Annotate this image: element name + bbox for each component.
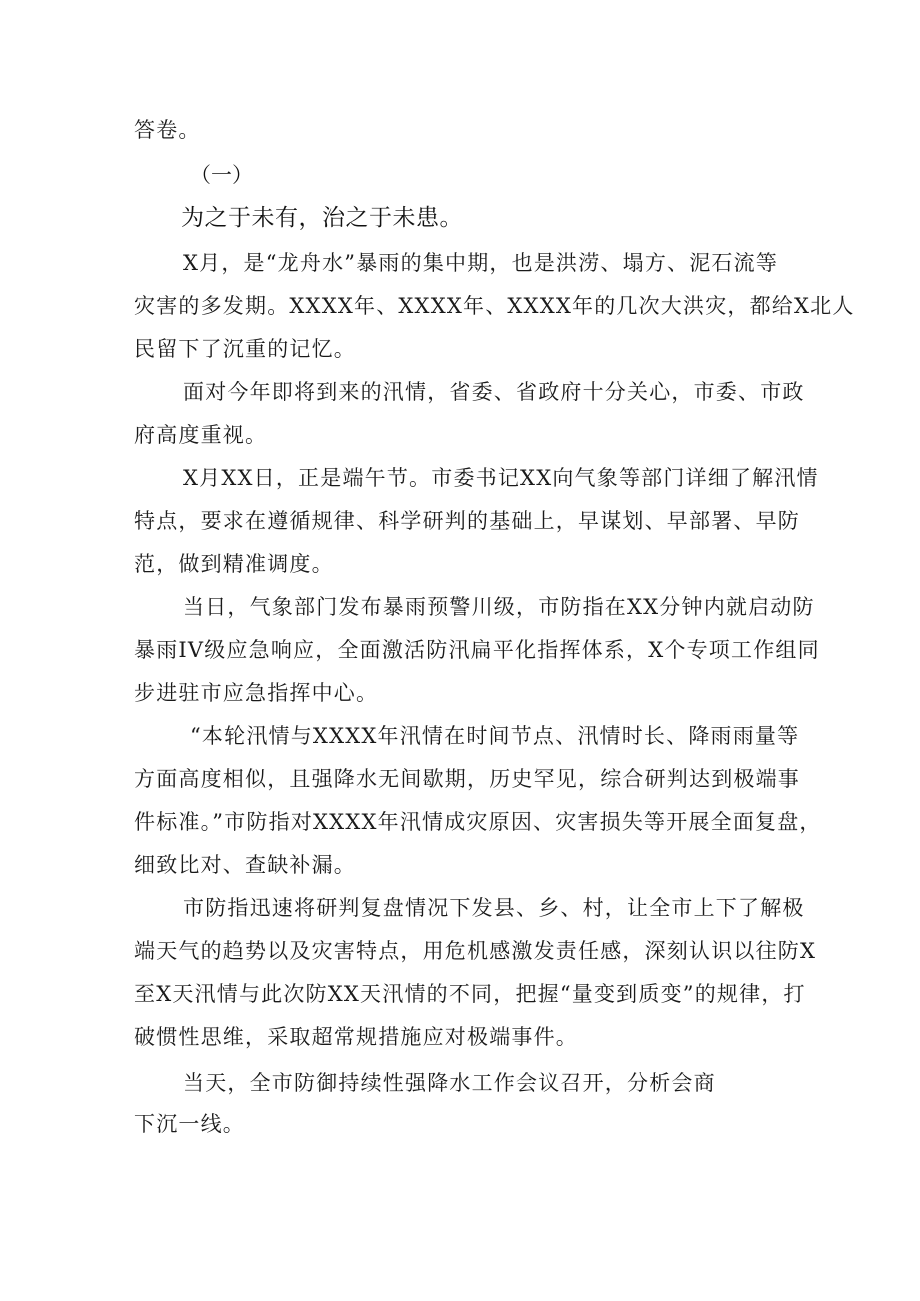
body-line: 端天气的趋势以及灾害特点，用危机感激发责任感，深刻认识以往防X xyxy=(134,939,817,963)
body-line: 破惯性思维，采取超常规措施应对极端事件。 xyxy=(134,1025,578,1049)
body-line: 方面高度相似，且强降水无间歇期，历史罕见，综合研判达到极端事 xyxy=(134,767,800,791)
body-line: 市防指迅速将研判复盘情况下发县、乡、村，让全市上下了解极 xyxy=(183,896,805,920)
body-line: “本轮汛情与XXXX年汛情在时间节点、汛情时长、降雨雨量等 xyxy=(190,724,800,748)
body-line: 下沉一线。 xyxy=(134,1112,245,1136)
body-line: X月，是“龙舟水”暴雨的集中期，也是洪涝、塌方、泥石流等 xyxy=(183,251,779,275)
body-line: 范，做到精准调度。 xyxy=(134,552,334,576)
body-line: 当日，气象部门发布暴雨预警川级，市防指在XX分钟内就启动防 xyxy=(183,595,815,619)
body-line: 细致比对、查缺补漏。 xyxy=(134,853,356,877)
body-line: 民留下了沉重的记忆。 xyxy=(134,337,356,361)
body-line: 面对今年即将到来的汛情，省委、省政府十分关心，市委、市政 xyxy=(183,380,805,404)
section-heading: 为之于未有，治之于未患。 xyxy=(181,205,463,231)
body-line: 府高度重视。 xyxy=(134,423,268,447)
body-line: 暴雨IV级应急响应，全面激活防汛扁平化指挥体系，X个专项工作组同 xyxy=(134,638,820,662)
body-line: X月XX日，正是端午节。市委书记XX向气象等部门详细了解汛情 xyxy=(183,466,819,490)
body-line: 灾害的多发期。XXXX年、XXXX年、XXXX年的几次大洪灾，都给X北人 xyxy=(134,294,855,318)
body-line: 件标准。”市防指对XXXX年汛情成灾原因、灾害损失等开展全面复盘， xyxy=(134,810,822,834)
body-line: 至X天汛情与此次防XX天汛情的不同，把握“量变到质变”的规律，打 xyxy=(134,982,806,1006)
lead-line: 答卷。 xyxy=(134,118,201,142)
section-marker: （一） xyxy=(190,163,253,187)
body-line: 当天，全市防御持续性强降水工作会议召开，分析会商 xyxy=(183,1071,716,1095)
body-line: 步进驻市应急指挥中心。 xyxy=(134,681,379,705)
body-line: 特点，要求在遵循规律、科学研判的基础上，早谋划、早部署、早防 xyxy=(134,509,800,533)
